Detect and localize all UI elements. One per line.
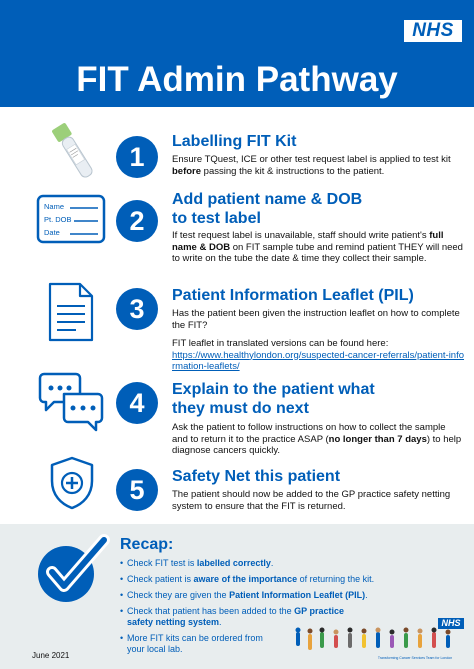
label-form-icon	[36, 194, 106, 244]
step-3-heading: Patient Information Leaflet (PIL)	[172, 287, 414, 304]
chat-bubbles-icon	[38, 370, 106, 432]
step-number-3: 3	[116, 288, 158, 330]
step-4-heading-line-2: they must do next	[172, 400, 309, 417]
step-2-heading	[172, 190, 464, 228]
footer-caption: Transforming Cancer Services Team for London	[377, 656, 453, 660]
step-5-heading: Safety Net this patient	[172, 468, 341, 485]
step-number-5: 5	[116, 469, 158, 511]
checkmark-icon	[34, 534, 110, 606]
label-form-name: Name	[44, 202, 65, 211]
people-illustration	[292, 626, 464, 654]
step-3-body-text-2: FIT leaflet in translated versions can be found here:	[172, 338, 389, 349]
step-3-body	[172, 308, 464, 373]
document-icon	[46, 282, 96, 342]
step-2-heading-line-2: to test label	[172, 210, 261, 227]
step-2-body: If test request label is unavailable, staff should write patient's full name & DOB on FIT sample tube and remind patient THEY will need to write on the tube the date & time they collect their sample.	[172, 230, 463, 264]
nhs-logo: NHS	[404, 20, 462, 42]
recap-item: • Check that patient has been added to the GP practice safety netting system.	[120, 606, 370, 628]
page-title: FIT Admin Pathway	[76, 60, 398, 99]
shield-plus-icon	[48, 455, 96, 511]
recap-item: • Check FIT test is labelled correctly.	[120, 558, 460, 569]
step-2-heading-line-1: Add patient name & DOB	[172, 191, 363, 208]
recap-title: Recap:	[120, 536, 174, 553]
step-number-2: 2	[116, 200, 158, 242]
step-4-heading-line-1: Explain to the patient what	[172, 381, 375, 398]
recap-item: • Check they are given the Patient Information Leaflet (PIL).	[120, 590, 460, 601]
step-number-1: 1	[116, 136, 158, 178]
step-1-heading: Labelling FIT Kit	[172, 133, 297, 150]
step-4-heading	[172, 380, 464, 418]
recap-item: • More FIT kits can be ordered from your local lab.	[120, 633, 270, 655]
header-banner	[0, 0, 474, 107]
step-5-body: The patient should now be added to the GP practice safety netting system to ensure that the FIT is returned.	[172, 489, 451, 512]
label-form-dob: Pt. DOB	[44, 215, 72, 224]
recap-item: • Check patient is aware of the importance of returning the kit.	[120, 574, 460, 585]
footer-nhs-logo: NHS	[438, 618, 464, 629]
step-4-body: Ask the patient to follow instructions on how to collect the sample and to return it to the practice ASAP (no longer than 7 days) to help diagnose cancers quickly.	[172, 422, 462, 456]
step-3-body-text: Has the patient been given the instruction leaflet on how to complete the FIT?	[172, 308, 460, 331]
leaflet-link[interactable]: https://www.healthylondon.org/suspected-cancer-referrals/patient-information-leaflets/	[172, 349, 465, 372]
test-tube-icon	[38, 116, 110, 188]
footer-date: June 2021	[32, 651, 70, 660]
step-number-4: 4	[116, 382, 158, 424]
step-1-body: Ensure TQuest, ICE or other test request label is applied to test kit before passing the kit & instructions to the patient.	[172, 154, 451, 177]
label-form-date: Date	[44, 228, 60, 237]
